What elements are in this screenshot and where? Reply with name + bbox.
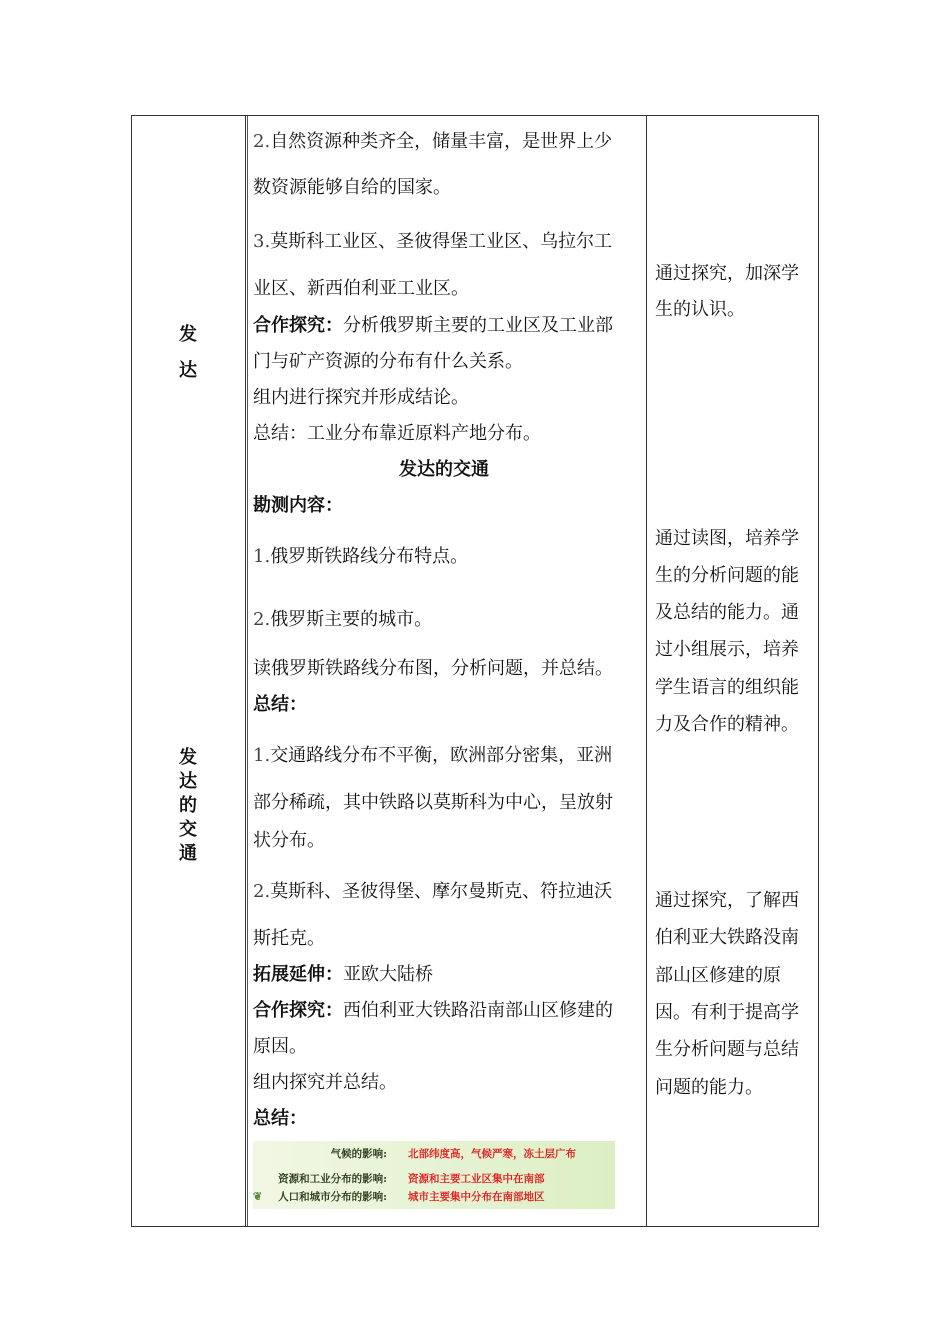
text-line: 数资源能够自给的国家。 (253, 177, 451, 198)
label-char: 发 (179, 324, 197, 345)
note-line: 及总结的能力。通 (655, 602, 799, 623)
bold-label: 总结： (253, 694, 307, 715)
text-line: 斯托克。 (253, 928, 325, 949)
text-line: 自然资源种类齐全，储量丰富，是世界上少 (270, 131, 613, 152)
label-char: 达 (179, 360, 197, 381)
summary-label: 人口和城市分布的影响: (278, 1191, 387, 1203)
item-number: 2. (253, 609, 271, 630)
summary-row (253, 1188, 615, 1206)
summary-value: 资源和主要工业区集中在南部 (408, 1173, 545, 1185)
bold-label: 合作探究： (253, 315, 343, 336)
text-line: 门与矿产资源的分布有什么关系。 (253, 351, 523, 372)
column-divider (247, 116, 248, 1226)
note-line: 生的认识。 (655, 299, 745, 320)
note-line: 力及合作的精神。 (655, 714, 799, 735)
summary-line: 总结：工业分布靠近原料产地分布。 (253, 423, 541, 444)
text-line: 莫斯科、圣彼得堡、摩尔曼斯克、符拉迪沃 (270, 881, 613, 902)
bold-label: 总结： (253, 1108, 307, 1129)
text-line: 原因。 (253, 1036, 307, 1057)
text-line: 组内探究并总结。 (253, 1072, 397, 1093)
survey-item-1 (253, 545, 468, 569)
label-char: 通 (179, 843, 197, 864)
summary-row (253, 1170, 615, 1188)
note-line: 通过探究，加深学 (655, 263, 799, 284)
item-number: 1. (253, 546, 271, 567)
text-line: 俄罗斯铁路线分布特点。 (270, 546, 469, 567)
column-divider (245, 116, 246, 1226)
text-line: 俄罗斯主要的城市。 (270, 609, 433, 630)
text-line: 读俄罗斯铁路线分布图，分析问题，并总结。 (253, 658, 613, 679)
note-line: 伯利亚大铁路没南 (655, 927, 799, 948)
label-char: 发 (179, 747, 197, 768)
section-label-industry (176, 323, 200, 383)
item-number: 1. (253, 745, 271, 766)
summary-row (253, 1145, 615, 1163)
result-item-1 (253, 744, 612, 768)
bold-label: 拓展延伸： (253, 964, 343, 985)
label-char: 交 (179, 819, 197, 840)
section-label-transport (176, 746, 200, 866)
text-line: 亚欧大陆桥 (343, 964, 433, 985)
note-line: 通过读图，培养学 (655, 528, 799, 549)
column-divider (646, 116, 647, 1226)
note-line: 学生语言的组织能 (655, 677, 799, 698)
summary-value: 北部纬度高，气候严寒，冻土层广布 (408, 1148, 576, 1160)
cooperative-inquiry-2 (253, 999, 613, 1023)
text-line: 莫斯科工业区、圣彼得堡工业区、乌拉尔工 (270, 231, 613, 252)
note-line: 问题的能力。 (655, 1077, 763, 1098)
note-line: 通过探究，了解西 (655, 890, 799, 911)
summary-label: 气候的影响: (330, 1148, 387, 1160)
bold-label: 勘测内容： (253, 495, 343, 516)
item-number: 2. (253, 131, 271, 152)
note-line: 生分析问题与总结 (655, 1039, 799, 1060)
text-line: 西伯利亚大铁路沿南部山区修建的 (343, 1000, 613, 1021)
text-line: 分析俄罗斯主要的工业区及工业部 (343, 315, 613, 336)
note-line: 因。有利于提高学 (655, 1002, 799, 1023)
text-line: 业区、新西伯利亚工业区。 (253, 278, 469, 299)
text-line: 状分布。 (253, 830, 325, 851)
item-number: 3. (253, 231, 271, 252)
summary-value: 城市主要集中分布在南部地区 (408, 1191, 545, 1203)
note-line: 过小组展示，培养 (655, 639, 799, 660)
label-char: 达 (179, 771, 197, 792)
text-line: 交通路线分布不平衡，欧洲部分密集，亚洲 (270, 745, 613, 766)
item-number: 2. (253, 881, 271, 902)
paragraph-industrial-areas (253, 230, 612, 254)
survey-item-2 (253, 608, 432, 632)
cooperative-inquiry-1 (253, 314, 613, 338)
summary-image (253, 1141, 615, 1209)
text-line: 组内进行探究并形成结论。 (253, 387, 469, 408)
result-item-2 (253, 880, 612, 904)
bold-label: 合作探究： (253, 1000, 343, 1021)
extension-line (253, 963, 433, 987)
summary-label: 资源和工业分布的影响: (278, 1173, 387, 1185)
note-line: 生的分析问题的能 (655, 565, 799, 586)
paragraph-resources (253, 130, 612, 154)
label-char: 的 (179, 795, 197, 816)
section-title: 发达的交通 (399, 459, 489, 480)
leaf-icon: ❦ (253, 1190, 263, 1203)
note-line: 部山区修建的原 (655, 965, 781, 986)
text-line: 部分稀疏，其中铁路以莫斯科为中心，呈放射 (253, 792, 613, 813)
